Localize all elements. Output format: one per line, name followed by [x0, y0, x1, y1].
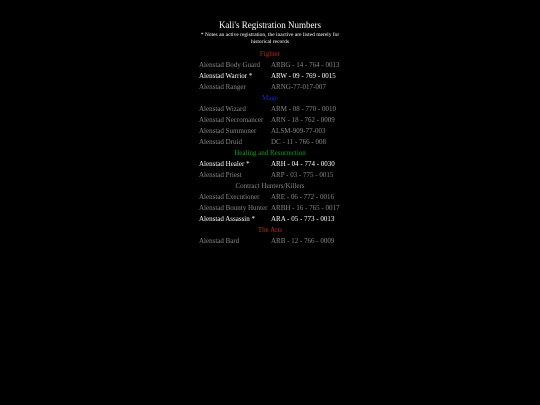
registration-name: Alenstad Priest — [199, 171, 242, 179]
registration-row-active — [0, 71, 540, 82]
registration-name: Alenstad Warrior * — [199, 72, 253, 80]
registration-name: Alenstad Executioner — [199, 193, 260, 201]
registration-name: Alenstad Wizard — [199, 105, 246, 113]
registration-row-inactive — [0, 137, 540, 148]
registration-name: Alenstad Bounty Hunter — [199, 204, 268, 212]
registration-number: ARE - 06 - 772 - 0016 — [271, 193, 334, 201]
registration-name: Alenstad Healer * — [199, 160, 250, 168]
registration-number: ARW - 09 - 769 - 0015 — [271, 72, 336, 80]
registration-row-inactive — [0, 192, 540, 203]
registration-row-inactive — [0, 104, 540, 115]
registration-name: Alenstad Necromancer — [199, 116, 264, 124]
registration-number: ARM - 08 - 770 - 0010 — [271, 105, 336, 113]
registration-list — [0, 49, 540, 247]
registration-number: ARA - 05 - 773 - 0013 — [271, 215, 335, 223]
registration-row-inactive — [0, 115, 540, 126]
registration-number: ALSM-909-77-003 — [271, 127, 326, 135]
registration-name: Alenstad Druid — [199, 138, 242, 146]
registration-number: ARB - 12 - 766 - 0009 — [271, 237, 335, 245]
page-title: Kali's Registration Numbers — [218, 20, 322, 30]
registration-row-inactive — [0, 170, 540, 181]
registration-name: Alenstad Bard — [199, 237, 240, 245]
registration-row-inactive — [0, 126, 540, 137]
active-registration-note: * Notes an active registration, the inactive are listed merely for historical records — [200, 32, 340, 45]
section-heading: Contract Hunters/Killers — [235, 182, 305, 190]
registration-row-inactive — [0, 236, 540, 247]
registration-row-inactive — [0, 82, 540, 93]
registration-row-inactive — [0, 203, 540, 214]
registration-number: DC - 11 - 766 - 008 — [271, 138, 326, 146]
registration-number: ARH - 04 - 774 - 0030 — [271, 160, 335, 168]
registration-row-active — [0, 159, 540, 170]
registration-name: Alenstad Body Guard — [199, 61, 261, 69]
registration-name: Alenstad Ranger — [199, 83, 246, 91]
registration-number: ARBH - 16 - 765 - 0017 — [271, 204, 340, 212]
section-heading: The Arts — [257, 226, 283, 234]
registration-number: ARN - 18 - 762 - 0009 — [271, 116, 335, 124]
registration-row-inactive — [0, 60, 540, 71]
registration-number: ARNG-77-017-007 — [271, 83, 326, 91]
section-heading: Fighter — [259, 50, 281, 58]
registration-number: ARP - 03 - 775 - 0015 — [271, 171, 334, 179]
section-heading: Healing and Resurrection — [234, 149, 306, 157]
section-heading: Mage — [262, 94, 278, 102]
registration-name: Alenstad Assassin * — [199, 215, 255, 223]
registration-name: Alenstad Summoner — [199, 127, 257, 135]
registration-number: ARBG - 14 - 764 - 0013 — [271, 61, 340, 69]
registration-row-active — [0, 214, 540, 225]
